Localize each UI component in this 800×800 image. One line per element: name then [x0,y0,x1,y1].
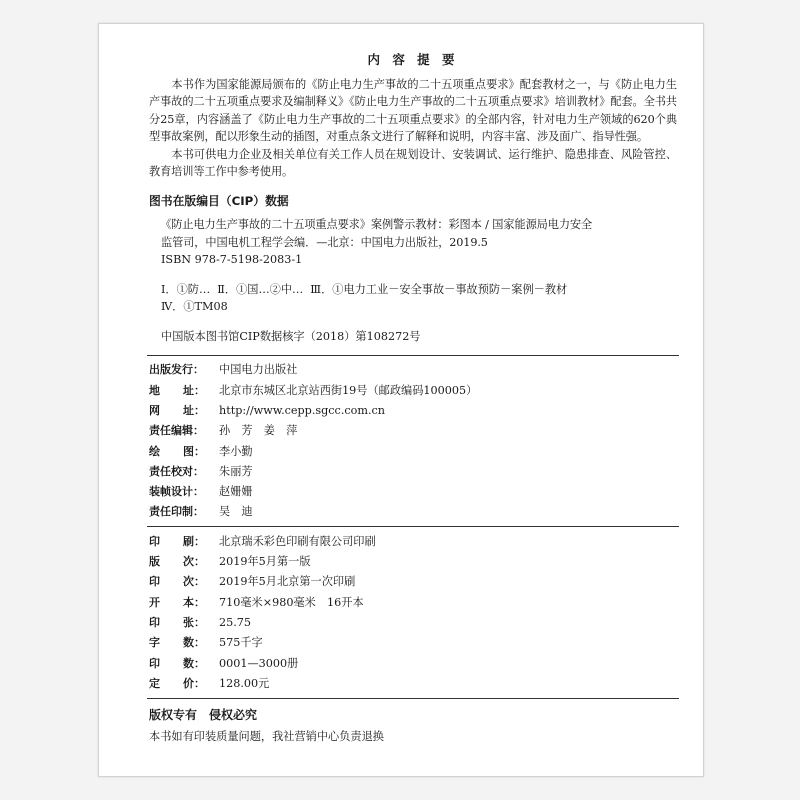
pub-value: 朱丽芳 [219,464,253,478]
pub-label: 装帧设计： [149,485,204,499]
pub-row-proofreader [149,461,677,481]
print-label-char: 本： [183,595,205,609]
pub-label: 责任印制： [149,505,204,519]
pub-label-char: 地 [149,383,160,397]
pub-row-publisher [149,360,677,380]
printing-info [149,527,677,697]
print-value: 0001—3000册 [219,656,299,670]
print-row [149,531,677,551]
print-label-char: 刷： [183,534,205,548]
cip-classification-1: Ⅰ．①防… Ⅱ．①国…②中… Ⅲ．①电力工业－安全事故－事故预防－案例－教材 [161,282,568,296]
pub-value: 吴 迪 [219,505,253,519]
print-label-char: 价： [183,676,205,690]
pub-row-design [149,482,677,502]
print-row [149,653,677,673]
pub-label-char: 绘 [149,444,160,458]
print-value: 25.75 [219,615,252,629]
pub-value: 孙 芳 姜 萍 [219,424,298,438]
pub-label-char: 图： [183,444,205,458]
summary-paragraph-1: 本书作为国家能源局颁布的《防止电力生产事故的二十五项重点要求》配套教材之一，与《防止电力生产事故的二十五项重点要求及编制释义》《防止电力生产事故的二十五项重点要求》培训教材》配套。全书共分25章，内容涵盖了《防止电力生产事故的二十五项重点要求》的全部内容，针对电力生产领域的620个典型事故案例，配以形象生动的插图，对重点条文进行了解释和说明，内容丰富、涉及面广、指导性强。 [149,77,677,143]
print-row [149,673,677,693]
cip-isbn: ISBN 978-7-5198-2083-1 [161,253,303,266]
summary-paragraph-2: 本书可供电力企业及相关单位有关工作人员在规划设计、安装调试、运行维护、隐患排查、风险管控、教育培训等工作中参考使用。 [149,147,677,178]
print-row [149,613,677,633]
divider-3 [147,698,679,699]
pub-label-char: 网 [149,403,160,417]
print-row [149,552,677,572]
publication-info [149,356,677,526]
print-label-char: 字 [149,636,160,650]
print-label-char: 开 [149,595,160,609]
print-label-char: 定 [149,676,160,690]
pub-row-address [149,380,677,400]
pub-label-char: 址： [183,383,205,397]
page-content [149,46,677,746]
cip-classification-2: Ⅳ．①TM08 [161,300,228,313]
print-label-char: 次： [183,555,205,569]
print-label-char: 数： [183,656,205,670]
print-label-char: 印 [149,615,160,629]
print-row [149,592,677,612]
print-label-char: 版 [149,555,160,569]
copyright-heading: 版权专有 侵权必究 [149,707,258,722]
pub-label-char: 址： [183,403,205,417]
pub-value: http://www.cepp.sgcc.com.cn [219,403,386,417]
print-value: 710毫米×980毫米 16开本 [219,595,364,609]
print-label-char: 张： [183,615,205,629]
pub-label: 责任校对： [149,464,204,478]
pub-label: 责任编辑： [149,424,204,438]
print-row [149,633,677,653]
print-value: 128.00元 [219,676,270,690]
cip-heading: 图书在版编目（CIP）数据 [149,193,289,208]
cip-entry-line-2: 监管司，中国电机工程学会编．—北京：中国电力出版社，2019.5 [161,235,488,249]
print-value: 2019年5月北京第一次印刷 [219,575,356,589]
pub-row-illustration [149,441,677,461]
summary-title: 内 容 提 要 [367,52,459,67]
pub-row-editor [149,421,677,441]
print-label-char: 次： [183,575,205,589]
pub-value: 中国电力出版社 [219,363,298,377]
pub-row-print-manager [149,502,677,522]
print-label-char: 印 [149,656,160,670]
pub-row-website [149,401,677,421]
cip-number: 中国版本图书馆CIP数据核字（2018）第108272号 [161,329,421,343]
print-value: 575千字 [219,636,263,650]
print-row [149,572,677,592]
cip-entry-line-1: 《防止电力生产事故的二十五项重点要求》案例警示教材：彩图本 / 国家能源局电力安全 [160,218,593,231]
pub-value: 赵姗姗 [219,485,253,499]
pub-label: 出版发行： [149,363,204,377]
print-label-char: 数： [183,636,205,650]
print-label-char: 印 [149,575,160,589]
pub-value: 北京市东城区北京站西街19号（邮政编码100005） [219,383,478,397]
pub-value: 李小勤 [219,444,253,458]
print-value: 北京瑞禾彩色印刷有限公司印刷 [219,534,376,548]
copyright-page [98,23,704,777]
print-value: 2019年5月第一版 [219,555,311,569]
copyright-notice: 本书如有印装质量问题，我社营销中心负责退换 [149,730,384,744]
print-label-char: 印 [149,534,160,548]
